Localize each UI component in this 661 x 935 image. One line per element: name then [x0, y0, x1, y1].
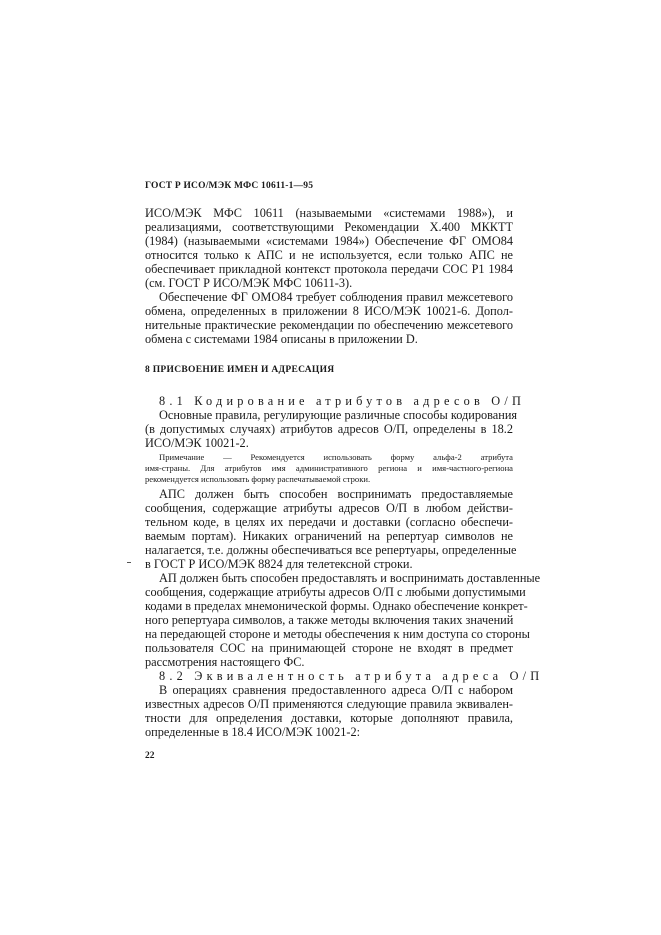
text-line: в ГОСТ Р ИСО/МЭК 8824 для телетексной строки. — [145, 557, 413, 571]
text-line: тности для определения доставки, которые дополняют правила, — [145, 711, 513, 725]
text-line: ного репертуара символов, а также методы включения таких значений — [145, 613, 514, 627]
paragraph-1 — [145, 206, 513, 346]
text-line: сообщения, содержащие атрибуты адресов О/П в любом действи- — [145, 501, 513, 515]
text-line: пользователя СОС на принимающей стороне не входят в предмет — [145, 641, 513, 655]
text-line: нительные практические рекомендации по обеспечению межсетевого — [145, 318, 513, 332]
text-line: реализациями, соответствующими Рекомендации X.400 МККТТ — [145, 220, 513, 234]
text-line: В операциях сравнения предоставленного адреса О/П с набором — [159, 683, 513, 697]
text-line: (в допустимых случаях) атрибутов адресов О/П, определены в 18.2 — [145, 422, 513, 436]
text-line: АП должен быть способен предоставлять и воспринимать доставленные — [159, 571, 541, 585]
text-line: (1984) (называемыми «системами 1984») Обеспечение ФГ ОМО84 — [145, 234, 513, 248]
scan-speck — [127, 562, 131, 563]
text-line: на передающей стороне и методы обеспечения к ним доступа со стороны — [145, 627, 530, 641]
text-line: обмена с системами 1984 описаны в приложении D. — [145, 332, 418, 346]
section-heading: 8 ПРИСВОЕНИЕ ИМЕН И АДРЕСАЦИЯ — [145, 365, 335, 375]
text-line: Обеспечение ФГ ОМО84 требует соблюдения правил межсетевого — [159, 290, 513, 304]
text-line: рассмотрения настоящего ФС. — [145, 655, 305, 669]
section-8-body — [145, 394, 544, 739]
text-line: ИСО/МЭК 10021-2. — [145, 436, 249, 450]
text-line: обмена, определенных в приложении 8 ИСО/МЭК 10021-6. Допол- — [145, 304, 513, 318]
text-line: налагается, т.е. должны обеспечиваться все репертуары, определенные — [145, 543, 517, 557]
note — [145, 452, 513, 485]
text-line: (см. ГОСТ Р ИСО/МЭК МФС 10611-3). — [145, 276, 353, 290]
note-line: имя-страны. Для атрибутов имя административного региона и имя-частного-региона — [145, 463, 513, 473]
running-header: ГОСТ Р ИСО/МЭК МФС 10611-1—95 — [145, 181, 314, 191]
text-line: тельном коде, в целях их передачи и доставки (согласно обеспечи- — [145, 515, 513, 529]
text-line: АПС должен быть способен воспринимать предоставляемые — [159, 487, 513, 501]
text-line: кодами в пределах мнемонической формы. Однако обеспечение конкрет- — [145, 599, 528, 613]
note-line: рекомендуется использовать форму распечатываемой строки. — [145, 474, 371, 484]
page-number: 22 — [145, 751, 155, 761]
text-line: определенные в 18.4 ИСО/МЭК 10021-2: — [145, 725, 361, 739]
text-line: известных адресов О/П применяются следующие правила эквивален- — [145, 697, 513, 711]
text-line: ваемым портам). Никаких ограничений на репертуар символов не — [145, 529, 513, 543]
note-line: Примечание — Рекомендуется использовать форму альфа-2 атрибута — [159, 452, 513, 462]
subsection-heading-8-2: 8.2 Эквивалентность атрибута адреса О/П — [159, 669, 544, 683]
text-line: относится только к АПС и не используется, если только АПС не — [145, 248, 513, 262]
text-line: Основные правила, регулирующие различные способы кодирования — [159, 408, 518, 422]
subsection-heading-8-1: 8.1 Кодирование атрибутов адресов О/П — [159, 394, 526, 408]
text-line: ИСО/МЭК МФС 10611 (называемыми «системами 1988»), и — [145, 206, 513, 220]
text-line: сообщения, содержащие атрибуты адресов О/П с любыми допустимыми — [145, 585, 526, 599]
text-line: обеспечивает прикладной контекст протокола передачи СОС Р1 1984 — [145, 262, 513, 276]
